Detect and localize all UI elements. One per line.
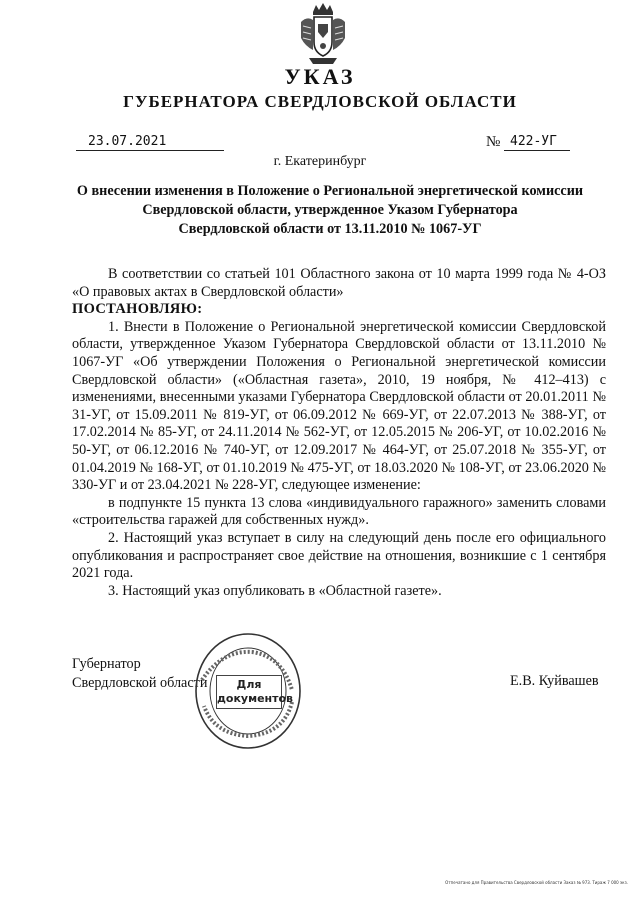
coat-of-arms-icon xyxy=(297,2,349,66)
signer-position-line: Свердловской области xyxy=(72,675,208,691)
decree-label: ПОСТАНОВЛЯЮ: xyxy=(72,301,203,318)
number-label: № xyxy=(486,134,501,150)
signer-name: Е.В. Куйвашев xyxy=(510,673,599,689)
city: г. Екатеринбург xyxy=(273,154,367,169)
stamp-line: документов xyxy=(217,692,294,705)
heading-line: Свердловской области, утвержденное Указом Губернатора xyxy=(142,202,518,218)
stamp-center-label xyxy=(216,675,294,709)
item-1-amendment: в подпункте 15 пункта 13 слова «индивидуального гаражного» заменить словами «строительства гаражей для собственных нужд». xyxy=(72,494,606,529)
heading-line: Свердловской области от 13.11.2010 № 1067-УГ xyxy=(178,221,482,237)
stamp-line: Для xyxy=(236,678,262,691)
item-3: 3. Настоящий указ опубликовать в «Областной газете». xyxy=(108,582,442,599)
decree-body xyxy=(72,266,606,600)
heading-line: О внесении изменения в Положение о Региональной энергетической комиссии xyxy=(76,183,584,199)
print-note: Отпечатано для Правительства Свердловской области Заказ № 973. Тираж 7 000 экз. xyxy=(445,880,628,885)
item-1: 1. Внести в Положение о Региональной энергетической комиссии Свердловской области, утвержденное Указом Губернатора Свердловской области от 13.11.2010 № 1067-УГ «Об утверждении Положения о Региональной энергетической комиссии Свердловской области» («Областная газета», 2010, 19 ноября, № 412–413) с изменениями, внесенными указами Губернатора Свердловской области от 20.01.2011 № 31-УГ, от 15.09.2011 № 819-УГ, от 06.09.2012 № 669-УГ, от 22.07.2013 № 388-УГ, от 17.02.2014 № 85-УГ, от 24.11.2014 № 562-УГ, от 12.05.2015 № 206-УГ, от 10.02.2016 № 50-УГ, от 06.12.2016 № 740-УГ, от 12.09.2017 № 464-УГ, от 25.07.2018 № 355-УГ, от 01.04.2019 № 168-УГ, от 01.10.2019 № 475-УГ, от 18.03.2020 № 108-УГ, от 23.06.2020 № 330-УГ и от 23.04.2021 № 228-УГ, следующее изменение: xyxy=(72,318,606,494)
decree-number: 422-УГ xyxy=(504,134,570,151)
decree-heading xyxy=(60,182,600,239)
decree-date: 23.07.2021 xyxy=(76,134,224,151)
preamble: В соответствии со статьей 101 Областного закона от 10 марта 1999 года № 4-ОЗ «О правовых актах в Свердловской области» xyxy=(72,266,606,300)
item-2: 2. Настоящий указ вступает в силу на следующий день после его официального опубликования и распространяет свое действие на отношения, возникшие с 1 сентября 2021 года. xyxy=(72,529,606,582)
signer-position xyxy=(72,655,207,693)
signer-position-line: Губернатор xyxy=(72,656,141,672)
issuer-title: ГУБЕРНАТОРА СВЕРДЛОВСКОЙ ОБЛАСТИ xyxy=(123,92,517,111)
document-type-title: УКАЗ xyxy=(284,64,356,89)
